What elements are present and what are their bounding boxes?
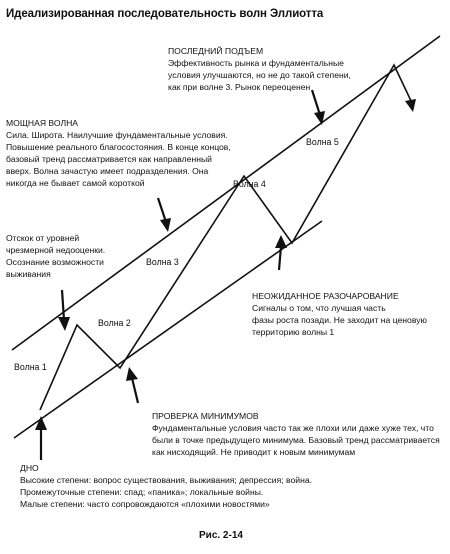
- wave-3-label: Волна 3: [146, 257, 179, 267]
- note-line: Промежуточные степени: спад; «паника»; локальные войны.: [20, 487, 264, 497]
- note-strong-wave-heading: МОЩНАЯ ВОЛНА: [6, 118, 79, 128]
- note-line: территорию волны 1: [252, 327, 335, 337]
- note-line: условия улучшаются, но не до такой степени,: [168, 70, 351, 80]
- wave-1-label: Волна 1: [14, 362, 47, 372]
- wave-2-label: Волна 2: [98, 318, 131, 328]
- note-line: Осознание возможности: [6, 257, 104, 267]
- note-line: никогда не бывает самой короткой: [6, 178, 145, 188]
- note-line: Сила. Широта. Наилучшие фундаментальные условия.: [6, 130, 228, 140]
- note-line: базовый тренд рассматривается как направленный: [6, 154, 212, 164]
- note-minimum-check: [152, 410, 440, 458]
- note-bottom-heading: ДНО: [20, 463, 39, 473]
- note-strong-wave: [6, 117, 231, 189]
- final-arrow-head: [405, 99, 416, 112]
- note-disappointment-heading: НЕОЖИДАННОЕ РАЗОЧАРОВАНИЕ: [252, 291, 399, 301]
- note-last-rise: [168, 45, 351, 93]
- arrow-last-rise: [312, 90, 325, 125]
- note-line: вверх. Волна зачастую имеет подразделения. Она: [6, 166, 209, 176]
- wave-4-label: Волна 4: [233, 179, 266, 189]
- wave-5-label: Волна 5: [306, 137, 339, 147]
- note-bottom: [20, 462, 312, 510]
- note-minimum-check-heading: ПРОВЕРКА МИНИМУМОВ: [152, 411, 259, 421]
- arrow-rebound: [58, 290, 70, 331]
- note-line: Высокие степени: вопрос существования, выживания; депрессия; война.: [20, 475, 312, 485]
- note-line: Отскок от уровней: [6, 233, 80, 243]
- page-title: Идеализированная последовательность волн Эллиотта: [6, 8, 324, 20]
- note-line: как нисходящий. Не приводит к новым минимумам: [152, 447, 356, 457]
- note-line: Малые степени: часто сопровождаются «плохими новостями»: [20, 499, 270, 509]
- figure-caption: Рис. 2-14: [199, 530, 243, 541]
- note-disappointment: [252, 290, 427, 338]
- note-line: Повышение реального благосостояния. В конце концов,: [6, 142, 231, 152]
- note-line: как при волне 3. Рынок переоценен: [168, 82, 311, 92]
- note-line: Эффективность рынка и фундаментальные: [168, 58, 344, 68]
- note-line: Фундаментальные условия часто так же плохи или даже хуже тех, что: [152, 423, 434, 433]
- note-last-rise-heading: ПОСЛЕДНИЙ ПОДЪЕМ: [168, 46, 264, 56]
- note-line: выживания: [6, 269, 51, 279]
- note-line: Сигналы о том, что лучшая часть: [252, 303, 386, 313]
- note-rebound: [6, 232, 105, 280]
- arrow-strong-wave: [158, 198, 171, 232]
- note-line: были в точке предыдущего минимума. Базовый тренд рассматривается: [152, 435, 440, 445]
- note-line: фазы роста позади. Не заходит на ценовую: [252, 315, 427, 325]
- arrow-minimum-check: [126, 367, 138, 403]
- note-line: чрезмерной недооценки.: [6, 245, 106, 255]
